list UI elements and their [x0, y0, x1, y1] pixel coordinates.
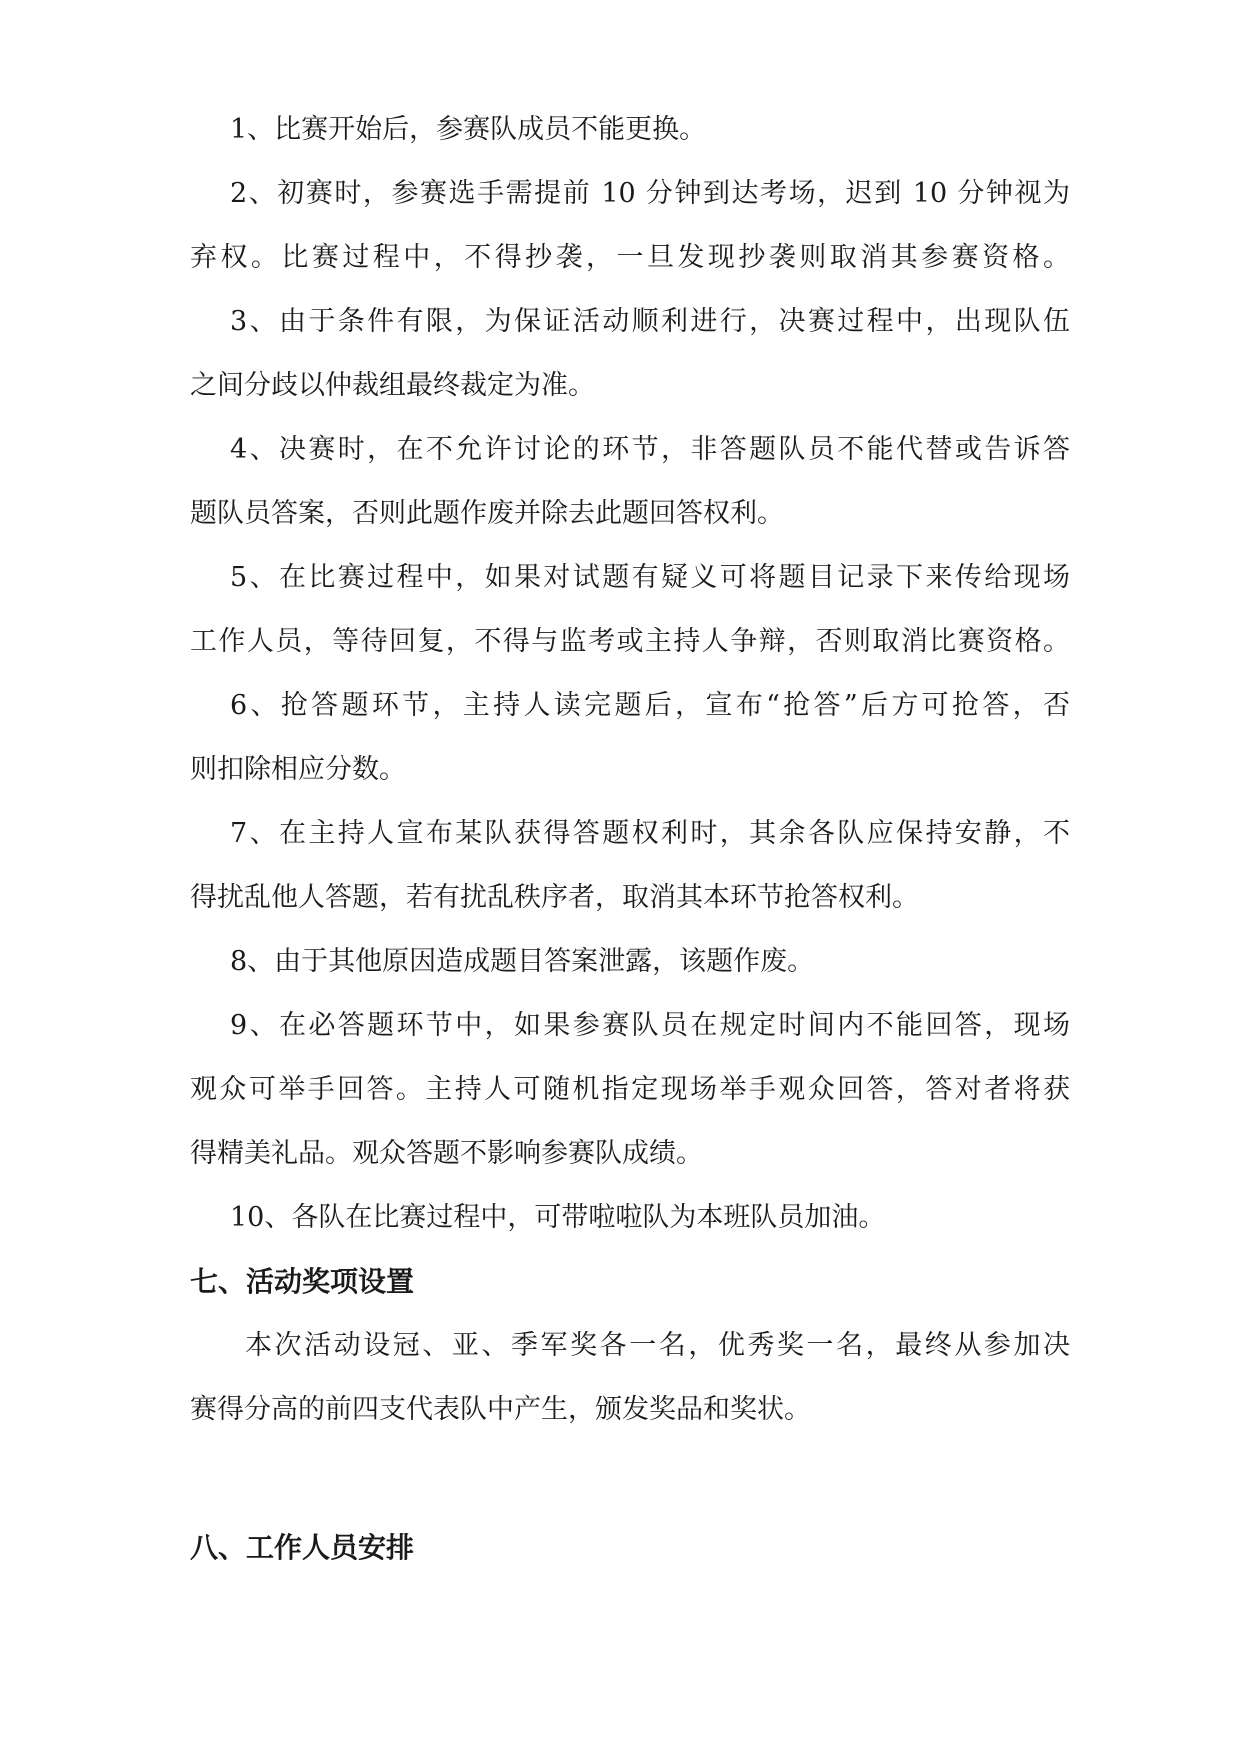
rule-10-line-1: 10、各队在比赛过程中，可带啦啦队为本班队员加油。	[230, 1202, 886, 1233]
rule-9-line-1: 9、在必答题环节中，如果参赛队员在规定时间内不能回答，现场	[230, 1010, 1070, 1041]
rule-8-line-1: 8、由于其他原因造成题目答案泄露，该题作废。	[230, 946, 815, 977]
rule-7-line-1: 7、在主持人宣布某队获得答题权利时，其余各队应保持安静，不	[230, 818, 1070, 849]
rule-4-line-1: 4、决赛时，在不允许讨论的环节，非答题队员不能代替或告诉答	[230, 434, 1070, 465]
rule-9-line-3: 得精美礼品。观众答题不影响参赛队成绩。	[190, 1138, 703, 1169]
rule-6-line-2: 则扣除相应分数。	[190, 754, 406, 785]
rule-5-line-2: 工作人员，等待回复，不得与监考或主持人争辩，否则取消比赛资格。	[190, 626, 1070, 657]
section-8-heading: 八、工作人员安排	[190, 1531, 415, 1564]
rule-2-line-1: 2、初赛时，参赛选手需提前 10 分钟到达考场，迟到 10 分钟视为	[230, 178, 1070, 209]
rule-1-line-1: 1、比赛开始后，参赛队成员不能更换。	[230, 114, 707, 145]
rule-2-line-2: 弃权。比赛过程中，不得抄袭，一旦发现抄袭则取消其参赛资格。	[190, 242, 1070, 273]
rule-5-line-1: 5、在比赛过程中，如果对试题有疑义可将题目记录下来传给现场	[230, 562, 1070, 593]
rule-4-line-2: 题队员答案，否则此题作废并除去此题回答权利。	[190, 498, 784, 529]
rule-7-line-2: 得扰乱他人答题，若有扰乱秩序者，取消其本环节抢答权利。	[190, 882, 919, 913]
rule-9-line-2: 观众可举手回答。主持人可随机指定现场举手观众回答，答对者将获	[190, 1074, 1070, 1105]
rule-3-line-1: 3、由于条件有限，为保证活动顺利进行，决赛过程中，出现队伍	[230, 306, 1070, 337]
section-7-heading: 七、活动奖项设置	[190, 1265, 415, 1298]
section-7-line-2: 赛得分高的前四支代表队中产生，颁发奖品和奖状。	[190, 1394, 811, 1425]
rule-3-line-2: 之间分歧以仲裁组最终裁定为准。	[190, 370, 595, 401]
rule-6-line-1: 6、抢答题环节，主持人读完题后，宣布“抢答”后方可抢答，否	[230, 690, 1070, 721]
section-7-line-1: 本次活动设冠、亚、季军奖各一名，优秀奖一名，最终从参加决	[245, 1330, 1070, 1361]
